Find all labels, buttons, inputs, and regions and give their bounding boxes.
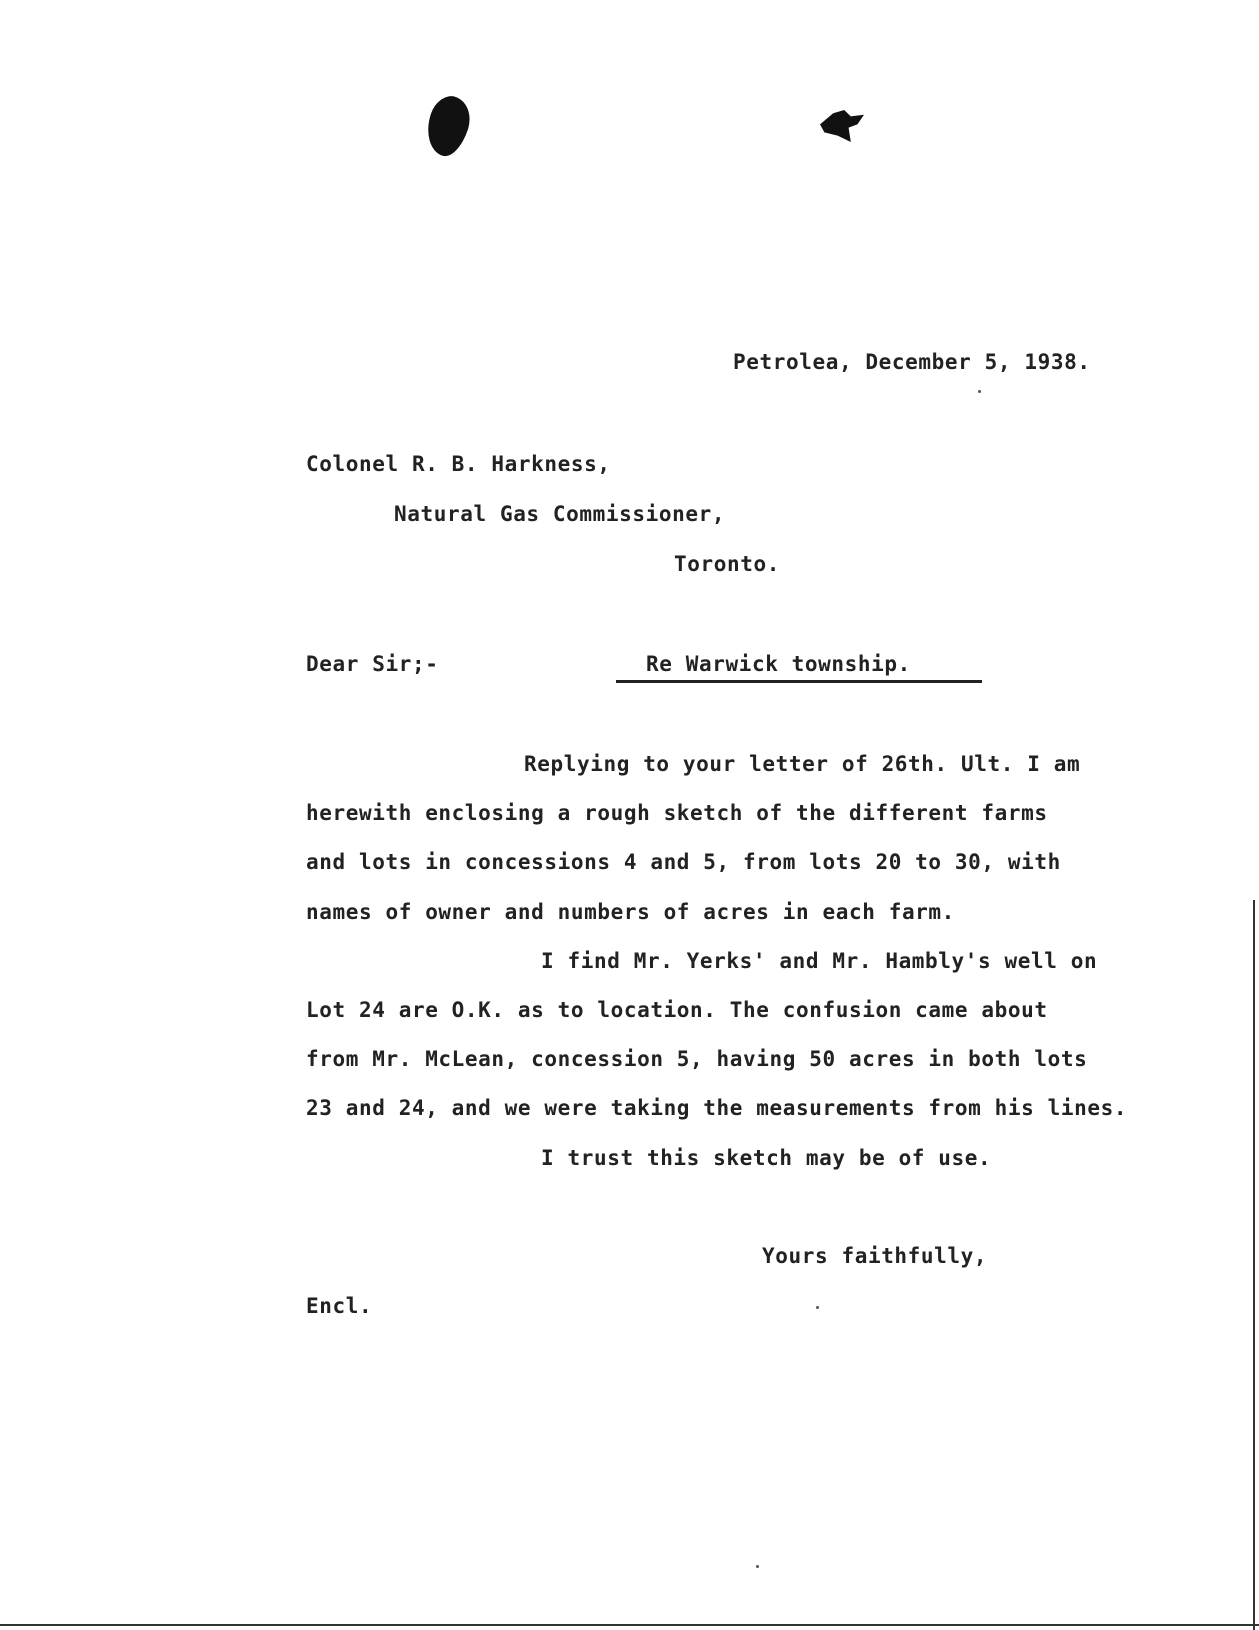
closing: Yours faithfully,: [762, 1244, 988, 1268]
body-line-3: and lots in concessions 4 and 5, from lots 20 to 30, with: [306, 850, 1061, 874]
punch-hole-left: [420, 91, 477, 160]
recipient-title: Natural Gas Commissioner,: [394, 502, 726, 526]
scan-edge-bottom: [0, 1624, 1259, 1626]
scan-edge-right: [1253, 900, 1255, 1630]
ink-speck: [816, 1306, 819, 1309]
place-date: Petrolea, December 5, 1938.: [733, 350, 1091, 374]
salutation: Dear Sir;-: [306, 652, 439, 676]
recipient-city: Toronto.: [674, 552, 780, 576]
recipient-name: Colonel R. B. Harkness,: [306, 452, 611, 476]
body-line-9: I trust this sketch may be of use.: [541, 1146, 992, 1170]
enclosure-note: Encl.: [306, 1294, 373, 1318]
punch-hole-right: [820, 110, 864, 142]
body-line-8: 23 and 24, and we were taking the measurements from his lines.: [306, 1096, 1128, 1120]
body-line-6: Lot 24 are O.K. as to location. The confusion came about: [306, 998, 1048, 1022]
subject-underline: [616, 680, 982, 683]
body-line-2: herewith enclosing a rough sketch of the different farms: [306, 801, 1048, 825]
body-line-1: Replying to your letter of 26th. Ult. I am: [524, 752, 1081, 776]
subject-line: Re Warwick township.: [646, 652, 911, 676]
ink-speck: [978, 390, 981, 393]
body-line-4: names of owner and numbers of acres in each farm.: [306, 900, 955, 924]
body-line-5: I find Mr. Yerks' and Mr. Hambly's well on: [541, 949, 1098, 973]
ink-speck: [756, 1565, 759, 1568]
body-line-7: from Mr. McLean, concession 5, having 50 acres in both lots: [306, 1047, 1088, 1071]
